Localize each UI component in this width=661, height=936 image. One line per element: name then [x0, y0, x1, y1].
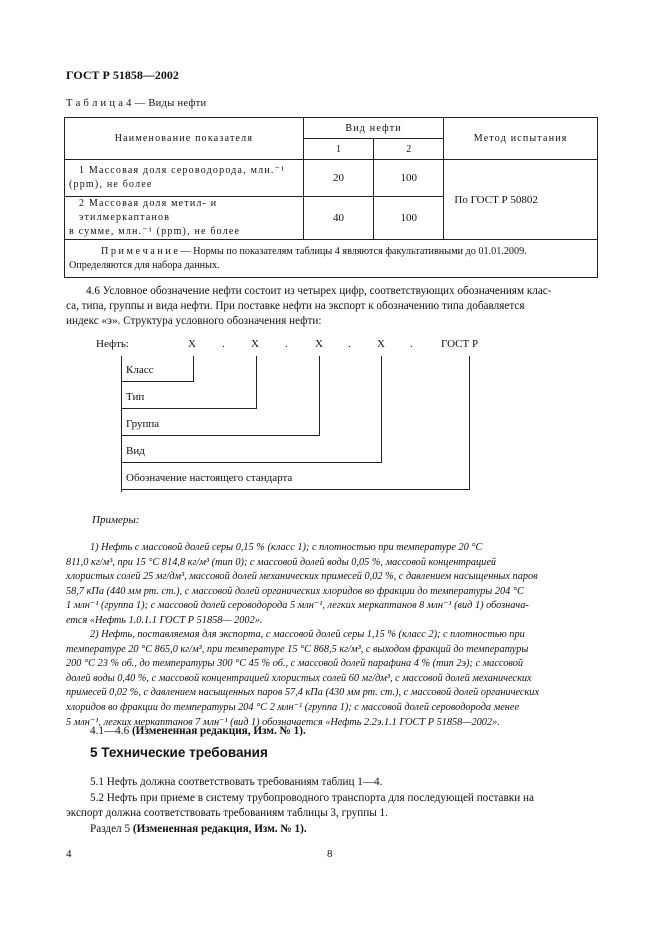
label-class: Класс — [126, 364, 154, 376]
label-kind: Вид — [126, 445, 145, 457]
diagram-suffix: ГОСТ Р — [441, 338, 479, 350]
paragraph-5-1: 5.1 Нефть должна соответствовать требованиям таблиц 1—4. — [90, 776, 383, 788]
hline-class — [121, 381, 194, 382]
section-5-heading: 5 Технические требования — [90, 745, 268, 760]
paragraph-5-2: 5.2 Нефть при приеме в систему трубопроводного транспорта для последующей поставки на экспорт должна соответствовать требованиям таблицы 3, группы 1. — [66, 792, 534, 819]
table-note: П р и м е ч а н и е — Нормы по показателям таблицы 4 являются факультативными до 01.01.2009. Определяются для набора данных. — [65, 240, 598, 278]
col-type-header: Вид нефти — [303, 118, 443, 139]
paragraph-4-6: 4.6 Условное обозначение нефти состоит из четырех цифр, соответствующих обозначениям клас- са, типа, группы и вида нефти. При поставке нефти на экспорт к обозначению типа добавляется индекс «э». Структура условного обозначения нефти: — [66, 285, 552, 327]
diagram-x2: Х — [251, 338, 259, 350]
doc-header: ГОСТ Р 51858—2002 — [66, 68, 179, 82]
table-caption: Т а б л и ц а 4 — Виды нефти — [66, 98, 207, 109]
hline-standard — [121, 489, 470, 490]
diagram-dot1: . — [222, 338, 225, 350]
row-1-name: 1 Массовая доля сероводорода, млн.⁻¹ (ppm), не более — [65, 160, 304, 197]
connector-group — [319, 356, 320, 435]
example-2: 2) Нефть, поставляемая для экспорта, с массовой долей серы 1,15 % (класс 2); с плотностью при температуре 20 °С 865,0 кг/м³, при температуре 15 °С 868,5 кг/м³, с выходом фракций до температуры 200 °С 23 % об., до температуры 300 °С 45 % об., с массовой долей парафина 4 % (тип 2э); с массовой долей воды 0,40 %, с массовой концентрацией хлористых солей 60 мг/дм³, с массовой долей механических примесей 0,02 %, с давлением насыщенных паров 57,4 кПа (430 мм рт. ст.), с массовой долей органических хлоридов во фракции до температуры 204 °С 2 млн⁻¹ (группа 1); с массовой долей сероводорода менее 5 млн⁻¹, легких меркаптанов 7 млн⁻¹ (вид 1) обозначается «Нефть 2.2э.1.1 ГОСТ Р 51858—2002». — [66, 629, 540, 728]
connector-standard — [469, 356, 470, 489]
table-4 — [64, 117, 598, 278]
connector-kind — [381, 356, 382, 462]
hline-type — [121, 408, 257, 409]
diagram-left-bar — [121, 356, 122, 492]
diagram-x3: Х — [315, 338, 323, 350]
hline-kind — [121, 462, 382, 463]
example-1: 1) Нефть с массовой долей серы 0,15 % (класс 1); с плотностью при температуре 20 °С 811,0 кг/м³, при 15 °С 814,8 кг/м³ (тип 0); с массовой долей воды 0,05 %, массовой концентрацией хлористых солей 25 мг/дм³, массовой долей механических примесей 0,02 %, с давлением насыщенных паров 58,7 кПа (440 мм рт. ст.), с массовой долей органических хлоридов во фракции до температуры 204 °С 1 млн⁻¹ (группа 1); с массовой долей сероводорода 5 млн⁻¹, легких меркаптанов 8 млн⁻¹ (вид 1) обознача- ется «Нефть 1.0.1.1 ГОСТ Р 51858— 2002». — [66, 542, 538, 626]
diagram-x1: Х — [188, 338, 196, 350]
connector-class — [193, 356, 194, 381]
label-group: Группа — [126, 418, 160, 430]
col-type-1: 1 — [303, 139, 373, 160]
row-2-name: 2 Массовая доля метил- и этилмеркаптанов в сумме, млн.⁻¹ (ppm), не более — [65, 197, 304, 240]
diagram-dot3: . — [348, 338, 351, 350]
page-number-center: 8 — [327, 848, 333, 860]
row-1-v1: 20 — [303, 160, 373, 197]
col-type-2: 2 — [374, 139, 444, 160]
amendment-section-5: Раздел 5 (Измененная редакция, Изм. № 1). — [90, 823, 307, 835]
row-1-v2: 100 — [374, 160, 444, 197]
diagram-dot2: . — [285, 338, 288, 350]
examples-title: Примеры: — [92, 514, 140, 526]
diagram-x4: Х — [377, 338, 385, 350]
label-standard: Обозначение настоящего стандарта — [126, 472, 293, 484]
col-method-header: Метод испытания — [444, 118, 598, 160]
col-indicator-header: Наименование показателя — [65, 118, 304, 160]
row-2-v1: 40 — [303, 197, 373, 240]
connector-type — [256, 356, 257, 408]
amendment-4-1-4-6: 4.1—4.6 (Измененная редакция, Изм. № 1). — [90, 725, 306, 737]
hline-group — [121, 435, 320, 436]
label-type: Тип — [126, 391, 145, 403]
row-2-v2: 100 — [374, 197, 444, 240]
page-number-left: 4 — [66, 848, 72, 860]
method-cell: По ГОСТ Р 50802 — [444, 160, 598, 240]
diagram-prefix: Нефть: — [96, 338, 129, 350]
diagram-dot4: . — [410, 338, 413, 350]
